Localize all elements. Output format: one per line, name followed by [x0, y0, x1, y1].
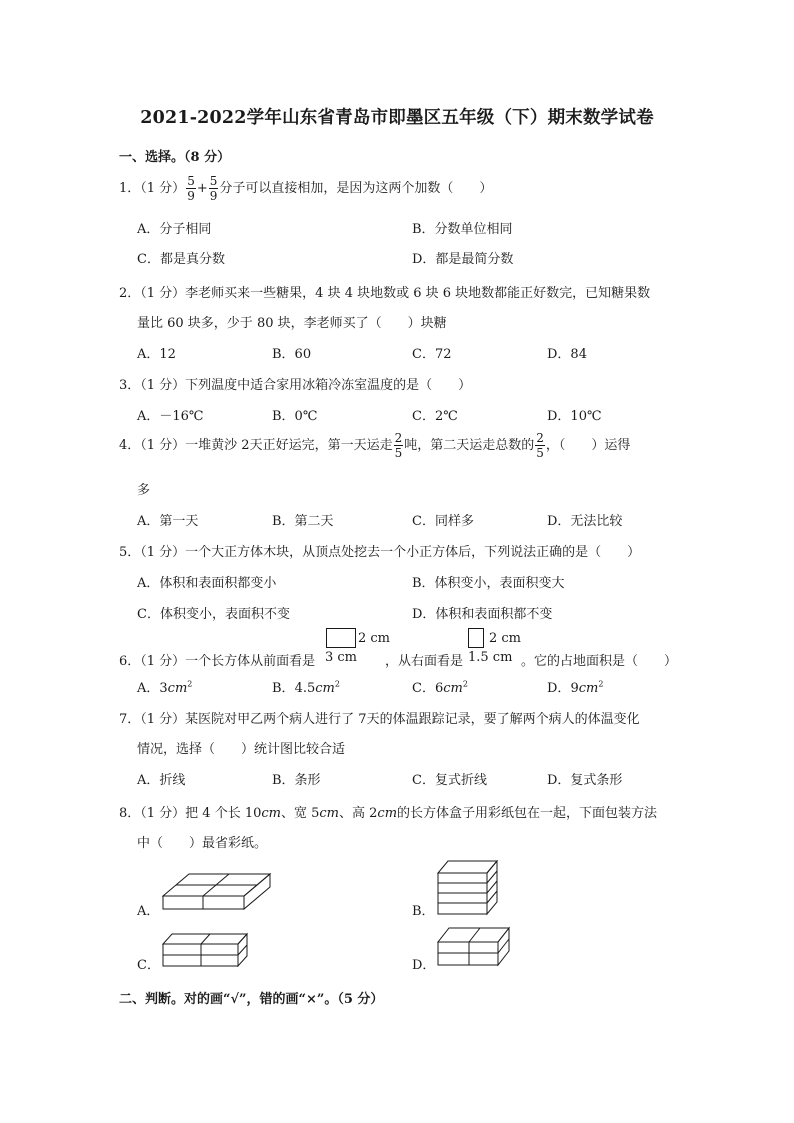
q1-option-c[interactable]: C．都是真分数	[137, 252, 225, 267]
section-heading-judgement: 二、判断。对的画“√”，错的画“×”。（5 分）	[119, 992, 384, 1007]
question-8-line-1: 8．（1 分）把 4 个长 10cm、宽 5cm、高 2cm的长方体盒子用彩纸包在一起，下面包装方法	[119, 806, 658, 821]
q4-fraction-2: $\frac{2}{5}$	[536, 431, 544, 460]
question-4-line-2: 多	[137, 483, 151, 498]
q7-option-a[interactable]: A．折线	[137, 773, 186, 788]
q6-option-c[interactable]: C．$6cm^2$	[412, 679, 468, 696]
q4-suffix: ，（ ）运得	[545, 438, 631, 453]
page-title: 2021-2022学年山东省青岛市即墨区五年级（下）期末数学试卷	[140, 108, 654, 128]
question-1	[119, 175, 492, 202]
question-7-line-2: 情况，选择（ ）统计图比较合适	[137, 742, 346, 757]
q1-fraction-2: $\frac{5}{9}$	[209, 174, 218, 203]
q2-option-c[interactable]: C．72	[412, 347, 452, 362]
q5-option-b[interactable]: B．体积变小，表面积变大	[412, 576, 565, 591]
question-3: 3．（1 分）下列温度中适合家用冰箱冷冻室温度的是（ ）	[119, 378, 472, 393]
right-view-rectangle	[468, 628, 484, 648]
q8-option-a[interactable]: A．	[137, 904, 160, 919]
q8-option-d[interactable]: D．	[412, 958, 436, 973]
q4-fraction-1: $\frac{2}{5}$	[394, 431, 403, 460]
q7-option-d[interactable]: D．复式条形	[547, 773, 623, 788]
front-view-side-label: 2 cm	[358, 631, 391, 646]
q4-option-b[interactable]: B．第二天	[272, 514, 334, 529]
q4-mid: 吨，第二天运走总数的	[404, 438, 535, 453]
q7-option-b[interactable]: B．条形	[272, 773, 321, 788]
question-7-line-1: 7．（1 分）某医院对甲乙两个病人进行了 7天的体温跟踪记录，要了解两个病人的体温变化	[119, 712, 640, 727]
q8-option-b[interactable]: B．	[412, 904, 435, 919]
q6-option-b[interactable]: B．$4.5cm^2$	[272, 679, 340, 696]
q2-option-a[interactable]: A．12	[137, 347, 176, 362]
question-2-line-1: 2．（1 分）李老师买来一些糖果，4 块 4 块地数或 6 块 6 块地数都能正好数完，已知糖果数	[119, 286, 651, 301]
q8-option-c[interactable]: C．	[137, 958, 160, 973]
q2-option-b[interactable]: B．60	[272, 347, 312, 362]
q4-prefix: 4．（1 分）一堆黄沙 2天正好运完，第一天运走	[119, 438, 393, 453]
q1-fraction-1: $\frac{5}{9}$	[187, 174, 195, 203]
q1-suffix: 分子可以直接相加，是因为这两个加数（ ）	[219, 181, 493, 196]
question-5: 5．（1 分）一个大正方体木块，从顶点处挖去一个小正方体后，下列说法正确的是（ ）	[119, 545, 641, 560]
right-view-bottom-label: 1.5 cm	[468, 650, 513, 665]
question-2-line-2: 量比 60 块多，少于 80 块，李老师买了（ ）块糖	[137, 316, 447, 331]
q3-option-a[interactable]: A．－16℃	[137, 409, 204, 424]
q5-option-d[interactable]: D．体积和表面积都不变	[412, 607, 553, 622]
q4-option-a[interactable]: A．第一天	[137, 514, 199, 529]
q4-option-d[interactable]: D．无法比较	[547, 514, 623, 529]
q8-figure-b-tall-stack	[433, 857, 501, 919]
q6-option-d[interactable]: D．$9cm^2$	[547, 679, 604, 696]
q1-option-a[interactable]: A．分子相同	[137, 222, 212, 237]
q8-figure-d-2x2-deep	[433, 924, 513, 970]
q6-option-a[interactable]: A．$3cm^2$	[137, 679, 193, 696]
question-4-line-1	[119, 432, 630, 459]
q8-figure-a-flat-2x2	[160, 868, 275, 914]
q1-option-b[interactable]: B．分数单位相同	[412, 222, 513, 237]
q3-option-b[interactable]: B．0℃	[272, 409, 318, 424]
right-view-side-label: 2 cm	[489, 631, 522, 646]
q6-mid: ，从右面看是	[385, 654, 464, 669]
q1-option-d[interactable]: D．都是最简分数	[412, 252, 514, 267]
q2-option-d[interactable]: D．84	[547, 347, 587, 362]
q5-option-c[interactable]: C．体积变小，表面积不变	[137, 607, 290, 622]
q3-option-c[interactable]: C．2℃	[412, 409, 458, 424]
section-heading-choice: 一、选择。（8 分）	[119, 150, 231, 165]
q6-prefix: 6．（1 分）一个长方体从前面看是	[119, 654, 316, 669]
q6-suffix: 。它的占地面积是（ ）	[521, 654, 678, 669]
q1-prefix: 1．（1 分）	[119, 181, 186, 196]
q5-option-a[interactable]: A．体积和表面积都变小	[137, 576, 277, 591]
q7-option-c[interactable]: C．复式折线	[412, 773, 487, 788]
q3-option-d[interactable]: D．10℃	[547, 409, 602, 424]
front-view-bottom-label: 3 cm	[325, 650, 358, 665]
q1-plus: +	[196, 181, 208, 196]
question-8-line-2: 中（ ）最省彩纸。	[137, 836, 268, 851]
front-view-rectangle	[326, 628, 356, 648]
q4-option-c[interactable]: C．同样多	[412, 514, 474, 529]
q8-figure-c-2x2-layers	[160, 930, 252, 970]
